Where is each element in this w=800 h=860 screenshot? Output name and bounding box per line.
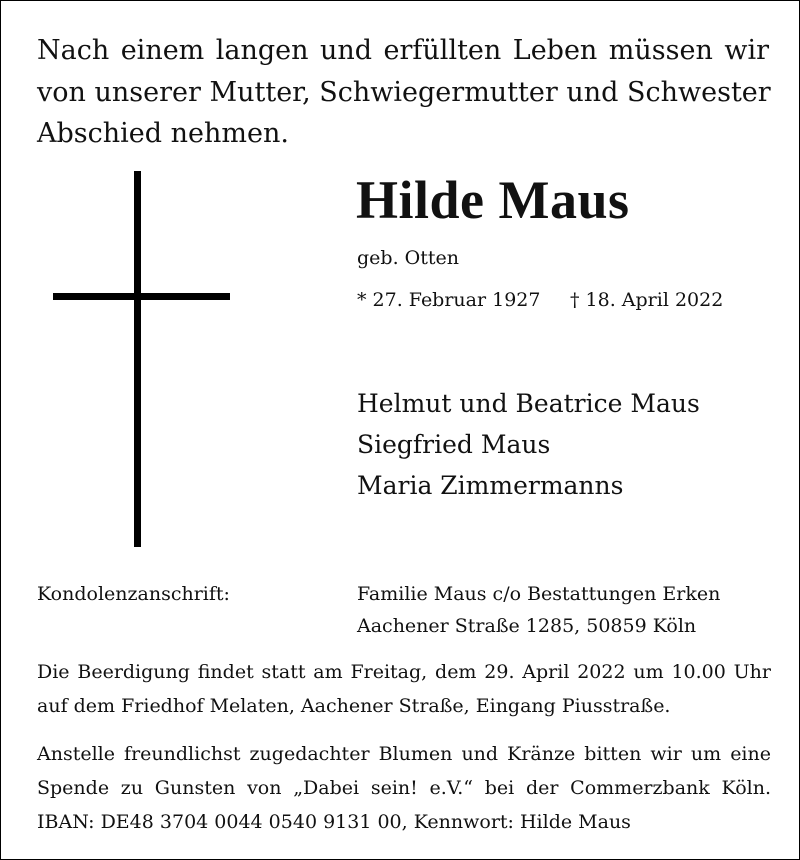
- intro-line-3: Abschied nehmen.: [37, 118, 289, 149]
- condolence-address: [357, 583, 720, 647]
- mourner-name: Siegfried Maus: [357, 430, 551, 459]
- cross-icon-vertical-bar: [134, 171, 141, 547]
- funeral-line-1: Die Beerdigung findet statt am Freitag, dem 29. April 2022 um 10.00 Uhr: [37, 661, 771, 683]
- funeral-details: [37, 661, 771, 729]
- birth-name: geb. Otten: [357, 247, 459, 269]
- mourner-name: Maria Zimmermanns: [357, 471, 624, 500]
- death-date: † 18. April 2022: [570, 289, 724, 311]
- donation-line-1: Anstelle freundlichst zugedachter Blumen und Kränze bitten wir um eine: [37, 743, 771, 765]
- mourners-list: [357, 389, 700, 512]
- intro-line-1: Nach einem langen und erfüllten Leben müssen wir: [37, 35, 769, 66]
- condolence-label: Kondolenzanschrift:: [37, 583, 230, 605]
- intro-line-2: von unserer Mutter, Schwiegermutter und Schwester: [37, 77, 771, 108]
- condolence-address-line-1: Familie Maus c/o Bestattungen Erken: [357, 583, 721, 605]
- deceased-name: Hilde Maus: [356, 170, 630, 230]
- condolence-address-line-2: Aachener Straße 1285, 50859 Köln: [357, 615, 697, 637]
- donation-line-2: Spende zu Gunsten von „Dabei sein! e.V.“ bei der Commerzbank Köln.: [37, 777, 771, 799]
- mourner-name: Helmut und Beatrice Maus: [357, 389, 700, 418]
- donation-request: [37, 743, 771, 845]
- funeral-line-2: auf dem Friedhof Melaten, Aachener Straße, Eingang Piusstraße.: [37, 695, 671, 717]
- birth-date: * 27. Februar 1927: [357, 289, 541, 311]
- cross-icon-horizontal-bar: [53, 293, 230, 300]
- donation-line-3: IBAN: DE48 3704 0044 0540 9131 00, Kennwort: Hilde Maus: [37, 811, 631, 833]
